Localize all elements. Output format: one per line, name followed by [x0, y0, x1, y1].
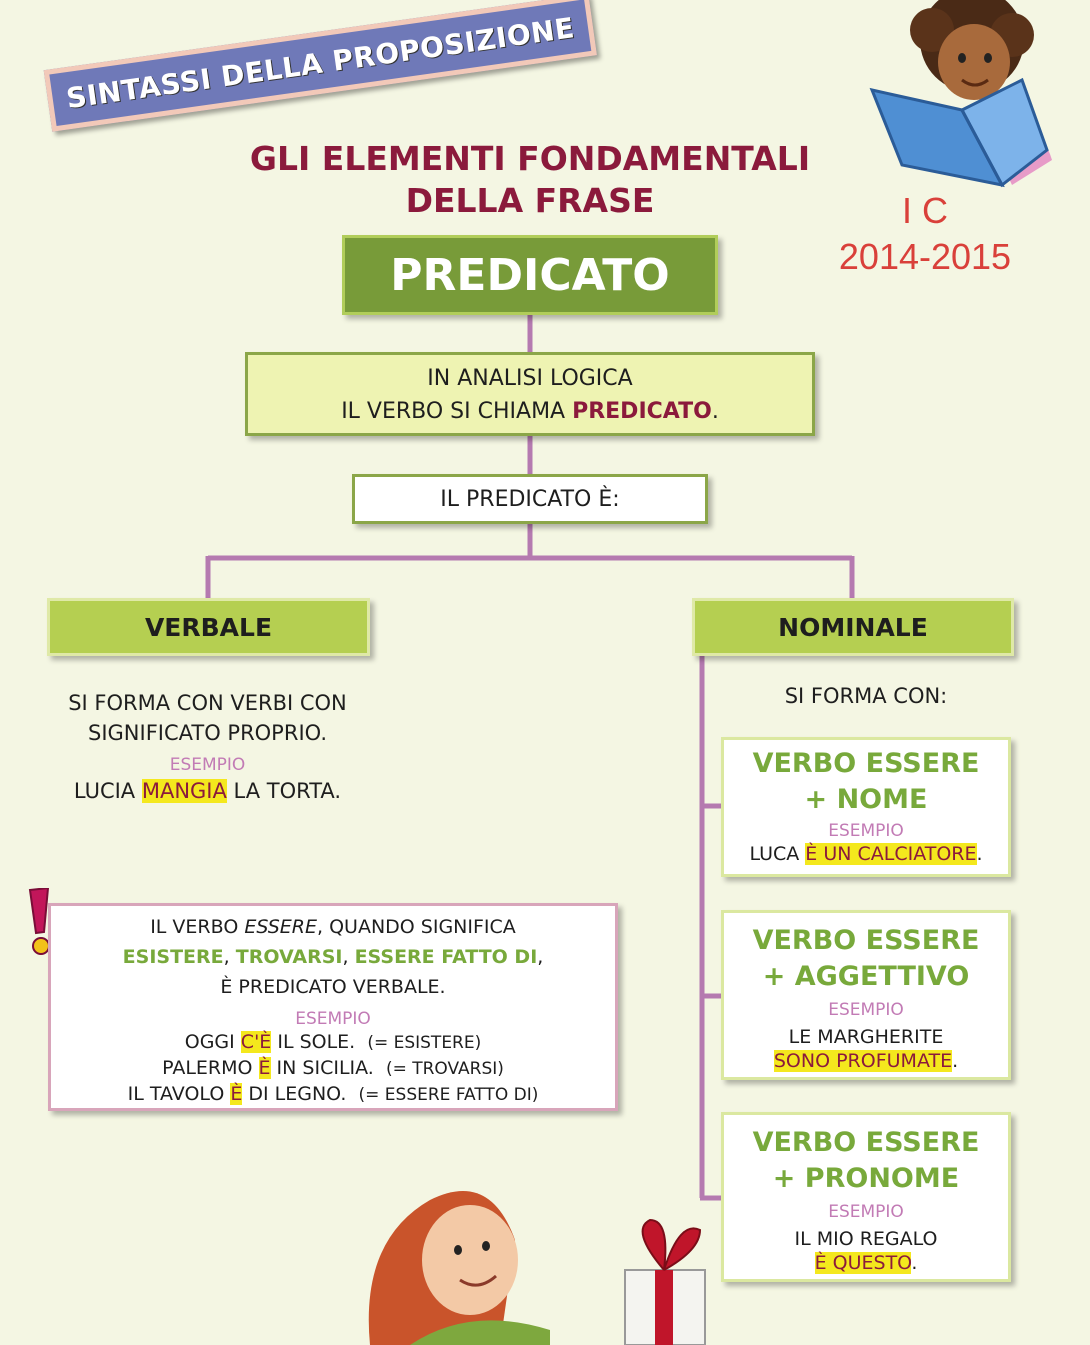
note-meaning-fatto-di: ESSERE FATTO DI — [354, 946, 538, 968]
note-ex2-highlight: È — [258, 1057, 271, 1079]
aggettivo-example-line1: LE MARGHERITE — [788, 1026, 944, 1048]
pronome-title-line1: VERBO ESSERE — [752, 1127, 980, 1158]
pronome-example-highlight: È QUESTO — [814, 1252, 912, 1274]
banner-text: SINTASSI DELLA PROPOSIZIONE — [64, 10, 577, 115]
note-line1 — [51, 912, 615, 942]
nome-esempio-label: ESEMPIO — [828, 821, 904, 841]
aggettivo-example-post: . — [952, 1050, 959, 1072]
analisi-line1: IN ANALISI LOGICA — [427, 366, 633, 391]
predicato-is-box — [352, 474, 708, 524]
predicato-label: PREDICATO — [390, 249, 670, 301]
note-sep1: , — [223, 946, 236, 968]
verbale-label: VERBALE — [144, 612, 273, 642]
nominale-pronome-box — [721, 1112, 1011, 1282]
nominale-nome-box — [721, 737, 1011, 877]
nome-title-line2: + NOME — [804, 784, 928, 815]
main-title-line1: GLI ELEMENTI FONDAMENTALI — [249, 139, 811, 178]
note-esempio-label: ESEMPIO — [295, 1009, 371, 1029]
note-line2 — [51, 942, 615, 972]
note-meaning-esistere: ESISTERE — [122, 946, 224, 968]
note-ex1-note: (= ESISTERE) — [367, 1033, 482, 1053]
note-line1-post: , QUANDO SIGNIFICA — [317, 916, 516, 938]
note-ex1-post: IL SOLE. — [271, 1031, 356, 1053]
note-line1-em: ESSERE — [244, 916, 318, 938]
note-ex2-note: (= TROVARSI) — [385, 1059, 504, 1079]
analisi-line2-pre: IL VERBO SI CHIAMA — [341, 399, 573, 424]
nome-title-line1: VERBO ESSERE — [752, 748, 980, 779]
aggettivo-title-line2: + AGGETTIVO — [762, 961, 970, 992]
note-meaning-trovarsi: TROVARSI — [235, 946, 343, 968]
nominale-header — [692, 598, 1014, 656]
nominale-label: NOMINALE — [778, 612, 928, 642]
note-sep3: , — [537, 946, 544, 968]
aggettivo-esempio-label: ESEMPIO — [828, 1000, 904, 1020]
nominale-aggettivo-box — [721, 910, 1011, 1080]
verbale-example — [40, 776, 375, 806]
note-example-1 — [51, 1030, 615, 1056]
pronome-example-line1: IL MIO REGALO — [794, 1228, 938, 1250]
verbale-description — [40, 688, 375, 806]
girl-with-gift-illustration — [350, 1180, 720, 1345]
note-ex3-pre: IL TAVOLO — [127, 1083, 231, 1105]
class-label: I C — [901, 190, 948, 231]
essere-note-box — [48, 903, 618, 1111]
verbale-example-pre: LUCIA — [73, 779, 142, 803]
verbale-esempio-label: ESEMPIO — [169, 755, 246, 775]
girl-reading-illustration — [862, 0, 1062, 190]
nominale-intro: SI FORMA CON: — [784, 684, 948, 708]
nome-example-post: . — [976, 843, 983, 865]
aggettivo-example-highlight: SONO PROFUMATE — [773, 1050, 953, 1072]
verbale-header — [47, 598, 370, 656]
note-sep2: , — [342, 946, 355, 968]
aggettivo-title-line1: VERBO ESSERE — [752, 925, 980, 956]
aggettivo-example-line2 — [724, 1049, 1008, 1073]
school-year: 2014-2015 — [838, 236, 1012, 277]
class-info — [820, 188, 1030, 280]
main-title-line2: DELLA FRASE — [405, 181, 655, 220]
main-title — [230, 138, 830, 222]
note-ex2-post: IN SICILIA. — [270, 1057, 374, 1079]
analisi-line2-strong: PREDICATO — [572, 399, 712, 424]
analisi-line2-post: . — [711, 399, 719, 424]
note-example-2 — [51, 1056, 615, 1082]
pronome-title-line2: + PRONOME — [772, 1163, 960, 1194]
verbale-example-highlight: MANGIA — [141, 779, 227, 803]
nome-example-highlight: È UN CALCIATORE — [805, 843, 977, 865]
analisi-line2 — [248, 395, 812, 428]
nome-example-pre: LUCA — [749, 843, 806, 865]
note-line1-pre: IL VERBO — [150, 916, 245, 938]
predicato-box — [342, 235, 718, 315]
note-ex1-pre: OGGI — [184, 1031, 241, 1053]
verbale-example-post: LA TORTA. — [226, 779, 342, 803]
verbale-desc-line1: SI FORMA CON VERBI CON — [68, 691, 347, 715]
note-example-3 — [51, 1082, 615, 1108]
note-ex3-highlight: È — [230, 1083, 243, 1105]
predicato-is-label: IL PREDICATO È: — [440, 486, 620, 512]
note-ex3-note: (= ESSERE FATTO DI) — [358, 1085, 539, 1105]
analisi-logica-box — [245, 352, 815, 436]
note-ex1-highlight: C'È — [240, 1031, 272, 1053]
note-line3: È PREDICATO VERBALE. — [220, 976, 446, 998]
pronome-example-line2 — [724, 1251, 1008, 1275]
pronome-example-post: . — [911, 1252, 918, 1274]
pronome-esempio-label: ESEMPIO — [828, 1202, 904, 1222]
note-ex3-post: DI LEGNO. — [242, 1083, 347, 1105]
note-ex2-pre: PALERMO — [162, 1057, 259, 1079]
verbale-desc-line2: SIGNIFICATO PROPRIO. — [88, 721, 327, 745]
nome-example — [724, 842, 1008, 866]
